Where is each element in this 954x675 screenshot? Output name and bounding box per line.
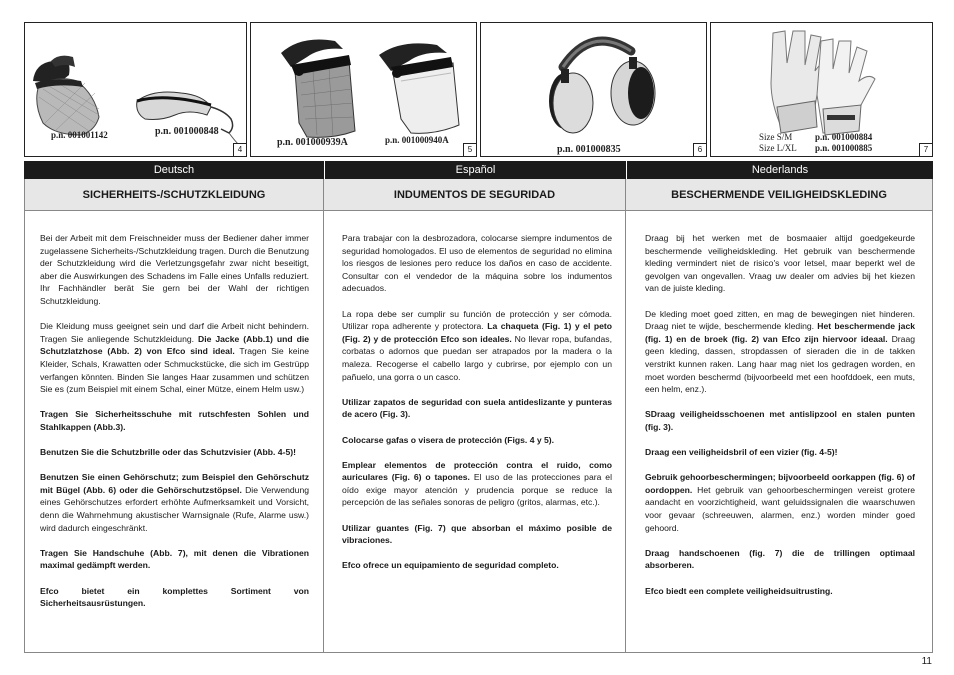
text: De kleding moet goed zitten, en mag de bewegingen niet hinderen. Draag niet te wijde, beschermende kleding. (645, 308, 915, 332)
section-title-nl: BESCHERMENDE VEILIGHEIDSKLEDING (626, 179, 933, 211)
paragraph (40, 320, 309, 396)
language-header-de: Deutsch (24, 161, 324, 179)
bold-text: Gebruik gehoorbeschermingen; bijvoorbeeld oorkappen (fig. 6) of oordoppen. (645, 472, 915, 495)
bold-text: Utilizar guantes (Fig. 7) que absorban el máximo posible de vibraciones. (342, 522, 612, 546)
paragraph (342, 396, 612, 421)
text-column-nl (645, 232, 915, 610)
text: Die Kleidung muss geeignet sein und darf die Arbeit nicht behindern. Tragen Sie anliegende Schutzkleidung. (40, 321, 309, 344)
paragraph (645, 446, 915, 459)
paragraph: Draag bij het werken met de bosmaaier altijd goedgekeurde beschermende veiligheidskleding. Het gebruik van beschermende kleding vermindert niet de risico's voor letsel, maar beperkt wel de gevolgen van ongevallen. Vraag uw dealer om advies bij het kiezen van de juiste kleding. (645, 233, 915, 294)
text: No llevar ropa, bufandas, corbatas o adornos que puedan ser atrapados por la madera o la maleza. Recogerse el cabello largo y cubrirse, por ejemplo con un pañuelo, una gorra o un casco. (342, 333, 612, 382)
paragraph (40, 585, 309, 610)
bold-text: Die Jacke (Abb.1) und die Schutzlatzhose (Abb. 2) von Efco sind ideal. (40, 333, 309, 357)
page-number: 11 (921, 656, 932, 667)
paragraph: Bei der Arbeit mit dem Freischneider muss der Bediener daher immer zugelassene Sicherheits-/Schutzkleidung tragen. Durch die Benutzung der Schutzkleidung wird die Verletzungsgefahr zwar nicht beseitigt, aber die Auswirkungen des Schadens im Falle eines Unfalls reduziert. Ihr Fachhändler berät Sie gern bei der Wahl der richtigen Schutzkleidung. (40, 233, 309, 306)
part-number: p.n. 001000940A (385, 135, 449, 145)
text-column-es (342, 232, 612, 585)
paragraph (40, 408, 309, 433)
text: Het gebruik van gehoorbeschermingen vereist grotere aandacht en voorzichtigheid, want geluidssignalen die waarschuwen voor gevaar (schreeuwen, alarmen, enz.) worden minder goed gehoord. (645, 484, 915, 533)
paragraph (342, 434, 612, 447)
text: Draag geen kleding, dassen, stropdassen of sieraden die in de takken verstrikt kunnen raken. Lang haar mag niet los gedragen worden, en moet worden beschermd (bijvoorbeeld met een hoofddoek, een muts, een helm, enz.). (645, 333, 916, 395)
bold-text: Het beschermende jack (fig. 1) en de broek (fig. 2) van Efco zijn hiervoor ideaal. (645, 321, 916, 344)
figure-panel-6 (480, 22, 707, 157)
bold-text: Efco ofrece un equipamiento de seguridad completo. (342, 560, 559, 571)
paragraph (342, 522, 612, 547)
paragraph (645, 471, 915, 534)
bold-text: Tragen Sie Sicherheitsschuhe mit rutschfesten Sohlen und Stahlkappen (Abb.3). (40, 409, 309, 432)
size-text: Size S/M (759, 132, 793, 142)
text: Die Verwendung eines Gehörschutzes erfordert erhöhte Aufmerksamkeit und Vorsicht, denn die Wahrnehmung akustischer Warnsignale (Rufe, Alarme usw.) wird dadurch eingeschränkt. (40, 484, 309, 533)
bold-text: Efco bietet ein komplettes Sortiment von Sicherheitsausrüstungen. (40, 585, 309, 609)
ear-muffs-illustration (481, 23, 708, 158)
text: El uso de las protecciones para el oído exige mayor atención y prudencia porque se reduce la percepción de las señales sonoras de peligro (gritos, alarmas, etc.). (342, 472, 612, 508)
paragraph (40, 547, 309, 572)
bold-text: Draag een veiligheidsbril of een vizier (fig. 4-5)! (645, 447, 838, 458)
part-number: p.n. 001000835 (557, 144, 621, 155)
paragraph (645, 308, 915, 396)
bold-text: Benutzen Sie einen Gehörschutz; zum Beispiel den Gehörschutz mit Bügel (Abb. 6) oder die Gehörschutzstöpsel. (40, 472, 309, 495)
bold-text: Colocarse gafas o visera de protección (Figs. 4 y 5). (342, 434, 555, 445)
bold-text: La chaqueta (Fig. 1) y el peto (Fig. 2) y de protección Efco son ideales. (342, 321, 613, 344)
part-number: p.n. 001000884 (815, 132, 873, 142)
text-column-de (40, 232, 309, 622)
paragraph: Para trabajar con la desbrozadora, colocarse siempre indumentos de seguridad homologados. El uso de elementos de seguridad no elimina los riesgos de lesiones pero reduce los daños en caso de accidente. Consultar con el vendedor de la máquina sobre los indumentos adecuados. (342, 233, 612, 294)
paragraph (645, 408, 915, 433)
part-number: p.n. 001000939A (277, 137, 348, 148)
part-number: p.n. 001001142 (51, 130, 108, 140)
paragraph (645, 547, 915, 572)
bold-text: Utilizar zapatos de seguridad con suela antideslizante y punteras de acero (Fig. 3). (342, 396, 612, 420)
size-text: Size L/XL (759, 143, 797, 153)
bold-text: SDraag veiligheidsschoenen met antislipzool en stalen punten (fig. 3). (645, 409, 915, 432)
bottom-rule (24, 652, 933, 653)
paragraph (342, 308, 612, 384)
text: Tragen Sie keine Kleider, Schals, Krawatten oder Schmuckstücke, die sich im Gestrüpp verfangen könnten. Binden Sie langes Haar zusammen und schützen Sie es (zum Beispiel mit einem Schal, einer Mütze, einem Helm usw.) (40, 346, 309, 395)
section-title-es: INDUMENTOS DE SEGURIDAD (324, 179, 626, 211)
bold-text: Benutzen Sie die Schutzbrille oder das Schutzvisier (Abb. 4-5)! (40, 447, 296, 458)
paragraph (342, 459, 612, 509)
text: La ropa debe ser cumplir su función de protección y ser cómoda. Utilizar ropa adherente y protectora. (342, 308, 612, 332)
paragraph (40, 471, 309, 534)
paragraph (645, 585, 915, 598)
figure-number: 7 (919, 143, 932, 156)
bold-text: Efco biedt een complete veiligheidsuitrusting. (645, 585, 833, 596)
paragraph (342, 559, 612, 572)
figure-number: 4 (233, 143, 246, 156)
paragraph (40, 446, 309, 459)
figure-number: 6 (693, 143, 706, 156)
bold-text: Draag handschoenen (fig. 7) die de trillingen optimaal absorberen. (645, 547, 915, 571)
size-label (759, 132, 792, 142)
size-label (759, 143, 797, 153)
figure-panel-7 (710, 22, 933, 157)
language-header-es: Español (325, 161, 626, 179)
part-number: p.n. 001000848 (155, 126, 219, 137)
figure-number: 5 (463, 143, 476, 156)
part-number: p.n. 001000885 (815, 143, 873, 153)
figure-panel-4 (24, 22, 247, 157)
bold-text: Tragen Sie Handschuhe (Abb. 7), mit denen die Vibrationen maximal gedämpft werden. (40, 547, 309, 571)
bold-text: Emplear elementos de protección contra el ruido, como auriculares (Fig. 6) o tapones. (342, 459, 612, 483)
section-title-de: SICHERHEITS-/SCHUTZKLEIDUNG (24, 179, 324, 211)
figure-panel-5 (250, 22, 477, 157)
language-header-nl: Nederlands (627, 161, 933, 179)
figure-row (24, 22, 933, 157)
